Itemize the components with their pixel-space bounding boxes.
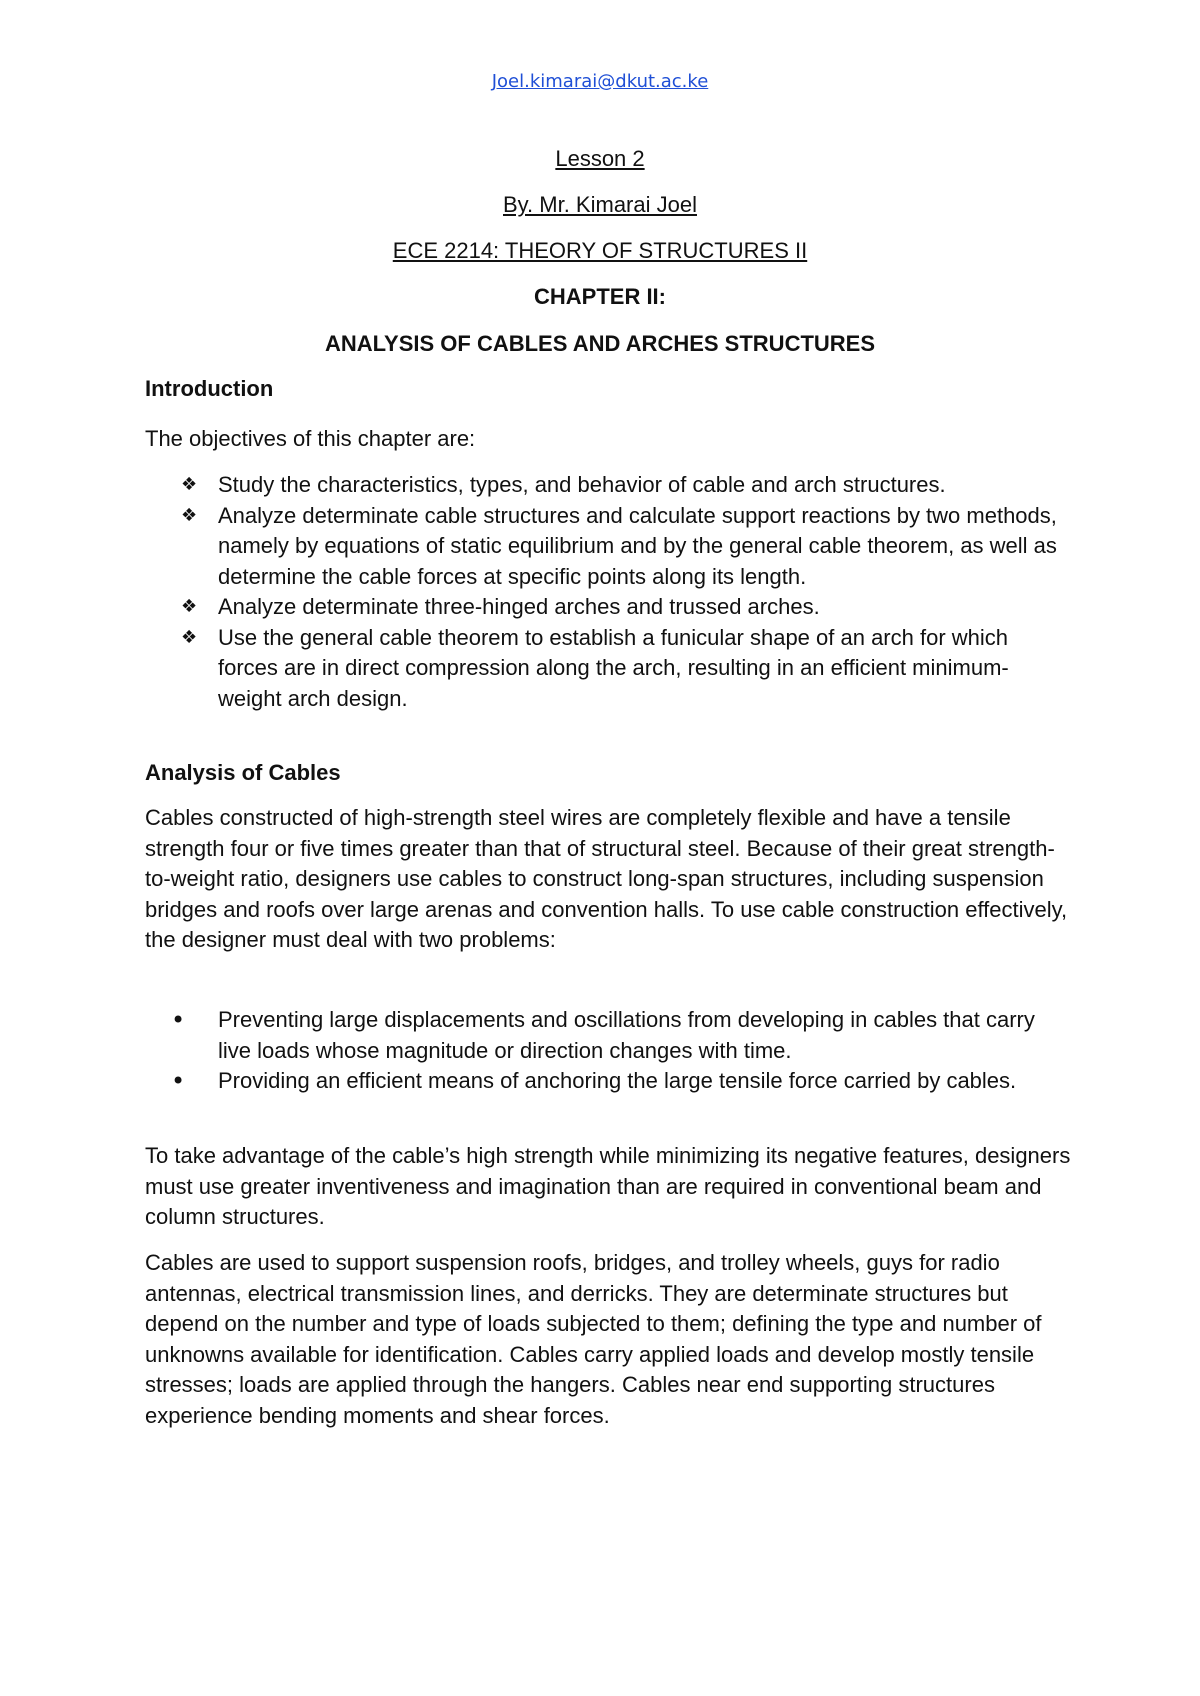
cables-paragraph-1: Cables constructed of high-strength steel wires are completely flexible and have a tensile strength four or five times greater than that of structural steel. Because of their great strength-to-weight ratio, designers use cables to construct long-span structures, including suspension bridges and roofs over large arenas and convention halls. To use cable construction effectively, the designer must deal with two problems: [145, 805, 1068, 952]
author-email-link[interactable]: Joel.kimarai@dkut.ac.ke [491, 71, 709, 92]
lesson-number: Lesson 2 [555, 146, 645, 171]
cables-paragraph-3: Cables are used to support suspension roofs, bridges, and trolley wheels, guys for radio antennas, electrical transmission lines, and derricks. They are determinate structures but depend on the number and type of loads subjected to them; defining the type and number of unknowns available for identification. Cables carry applied loads and develop mostly tensile stresses; loads are applied through the hangers. Cables near end supporting structures experience bending moments and shear forces. [145, 1250, 1042, 1428]
problem-text: Providing an efficient means of anchoring the large tensile force carried by cables. [218, 1068, 1017, 1093]
round-bullet-icon: • [171, 1067, 186, 1095]
diamond-bullet-icon: ❖ [181, 474, 198, 495]
list-item [0, 1005, 1058, 1066]
objective-text: Study the characteristics, types, and behavior of cable and arch structures. [218, 472, 946, 497]
course-title: ECE 2214: THEORY OF STRUCTURES II [392, 238, 808, 263]
diamond-bullet-icon: ❖ [181, 596, 198, 617]
author-line: By. Mr. Kimarai Joel [503, 192, 697, 217]
diamond-bullet-icon: ❖ [181, 626, 198, 648]
chapter-title: ANALYSIS OF CABLES AND ARCHES STRUCTURES [324, 331, 876, 356]
objective-text: Analyze determinate three-hinged arches and trussed arches. [218, 594, 820, 619]
objective-text: Analyze determinate cable structures and calculate support reactions by two methods, namely by equations of static equilibrium and by the general cable theorem, as well as determine the cable forces at specific points along its length. [218, 502, 1057, 589]
list-item [0, 623, 1058, 715]
objective-text: Use the general cable theorem to establish a funicular shape of an arch for which forces are in direct compression along the arch, resulting in an efficient minimum-weight arch design. [218, 624, 1009, 711]
round-bullet-icon: • [171, 1006, 186, 1034]
list-item [0, 1066, 1058, 1097]
introduction-heading: Introduction [145, 376, 274, 401]
list-item [0, 592, 1058, 623]
chapter-number: CHAPTER II: [534, 284, 666, 309]
cables-paragraph-2: To take advantage of the cable’s high strength while minimizing its negative features, designers must use greater inventiveness and imagination than are required in conventional beam and column structures. [145, 1143, 1071, 1229]
objectives-list [0, 470, 1200, 714]
problem-text: Preventing large displacements and oscillations from developing in cables that carry live loads whose magnitude or direction changes with time. [218, 1007, 1035, 1063]
objectives-lead: The objectives of this chapter are: [145, 426, 476, 451]
analysis-of-cables-heading: Analysis of Cables [145, 760, 341, 785]
diamond-bullet-icon: ❖ [181, 504, 198, 526]
problems-list [0, 1005, 1200, 1097]
list-item [0, 501, 1058, 593]
list-item [0, 470, 1058, 501]
